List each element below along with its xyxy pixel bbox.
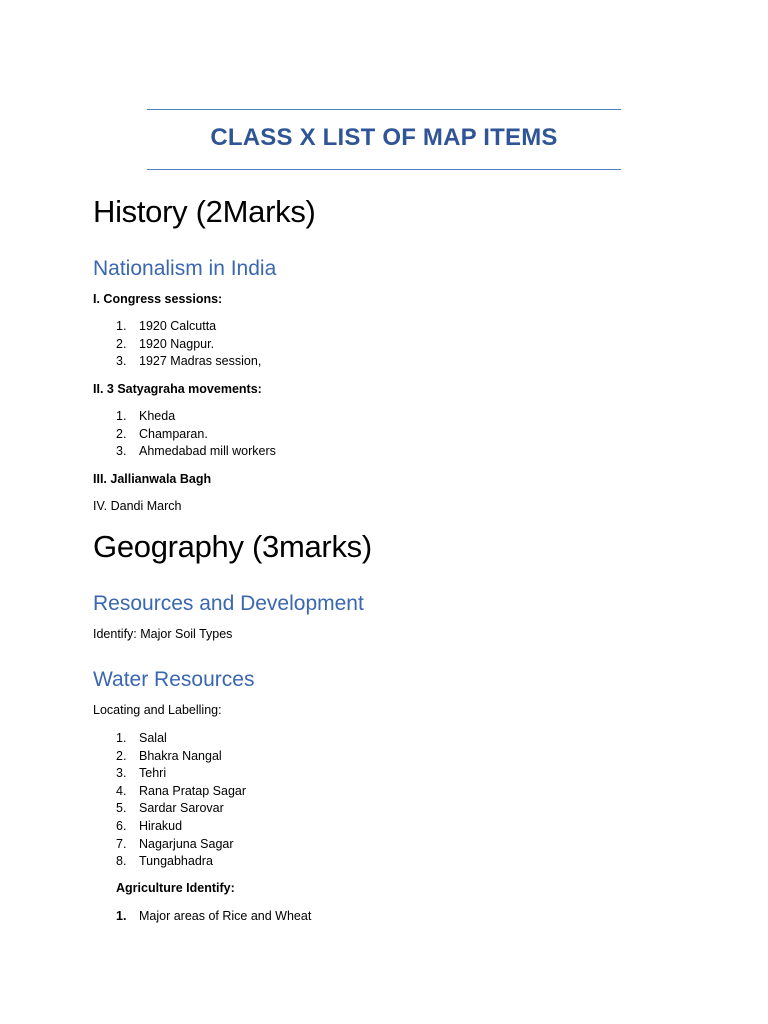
- identify-soil-label: Identify: Major Soil Types: [93, 627, 233, 641]
- list-number: 8.: [116, 854, 127, 869]
- locating-label: Locating and Labelling:: [93, 703, 222, 717]
- list-number: 7.: [116, 836, 127, 851]
- satyagraha-label: II. 3 Satyagraha movements:: [93, 382, 262, 396]
- list-number: 2.: [116, 426, 127, 441]
- list-number: 1.: [116, 909, 127, 923]
- dandi-march-label: IV. Dandi March: [93, 499, 182, 513]
- list-number: 6.: [116, 818, 127, 833]
- list-text: Tungabhadra: [139, 854, 213, 869]
- list-text: 1920 Nagpur.: [139, 336, 215, 351]
- title-rule-bottom: [147, 169, 621, 170]
- list-number: 3.: [116, 766, 127, 781]
- document-title: CLASS X LIST OF MAP ITEMS: [210, 124, 558, 151]
- list-number: 1.: [116, 409, 127, 423]
- list-text: Bhakra Nangal: [139, 748, 222, 763]
- history-heading: History (2Marks): [93, 194, 316, 229]
- list-text: Tehri: [139, 766, 167, 781]
- agriculture-label: Agriculture Identify:: [116, 881, 235, 895]
- water-resources-heading: Water Resources: [93, 668, 255, 691]
- list-text: Salal: [139, 731, 167, 745]
- list-number: 2.: [116, 748, 127, 763]
- congress-sessions-label: I. Congress sessions:: [93, 292, 223, 306]
- list-text: Ahmedabad mill workers: [139, 444, 276, 459]
- list-number: 3.: [116, 444, 127, 459]
- list-number: 4.: [116, 783, 127, 798]
- nationalism-heading: Nationalism in India: [93, 257, 277, 280]
- resources-heading: Resources and Development: [93, 592, 364, 615]
- list-text: 1920 Calcutta: [139, 319, 217, 333]
- list-text: Hirakud: [139, 818, 183, 833]
- title-rule-top: [147, 109, 621, 110]
- list-text: 1927 Madras session,: [139, 354, 262, 369]
- list-number: 1.: [116, 731, 127, 745]
- list-text: Champaran.: [139, 426, 208, 441]
- list-number: 1.: [116, 319, 127, 333]
- list-text: Rana Pratap Sagar: [139, 783, 247, 798]
- list-text: Kheda: [139, 409, 176, 423]
- jallianwala-label: III. Jallianwala Bagh: [93, 472, 212, 486]
- list-number: 2.: [116, 336, 127, 351]
- list-number: 3.: [116, 354, 127, 369]
- list-text: Nagarjuna Sagar: [139, 836, 234, 851]
- list-number: 5.: [116, 801, 127, 816]
- geography-heading: Geography (3marks): [93, 529, 372, 564]
- list-text: Major areas of Rice and Wheat: [139, 909, 312, 923]
- list-text: Sardar Sarovar: [139, 801, 224, 816]
